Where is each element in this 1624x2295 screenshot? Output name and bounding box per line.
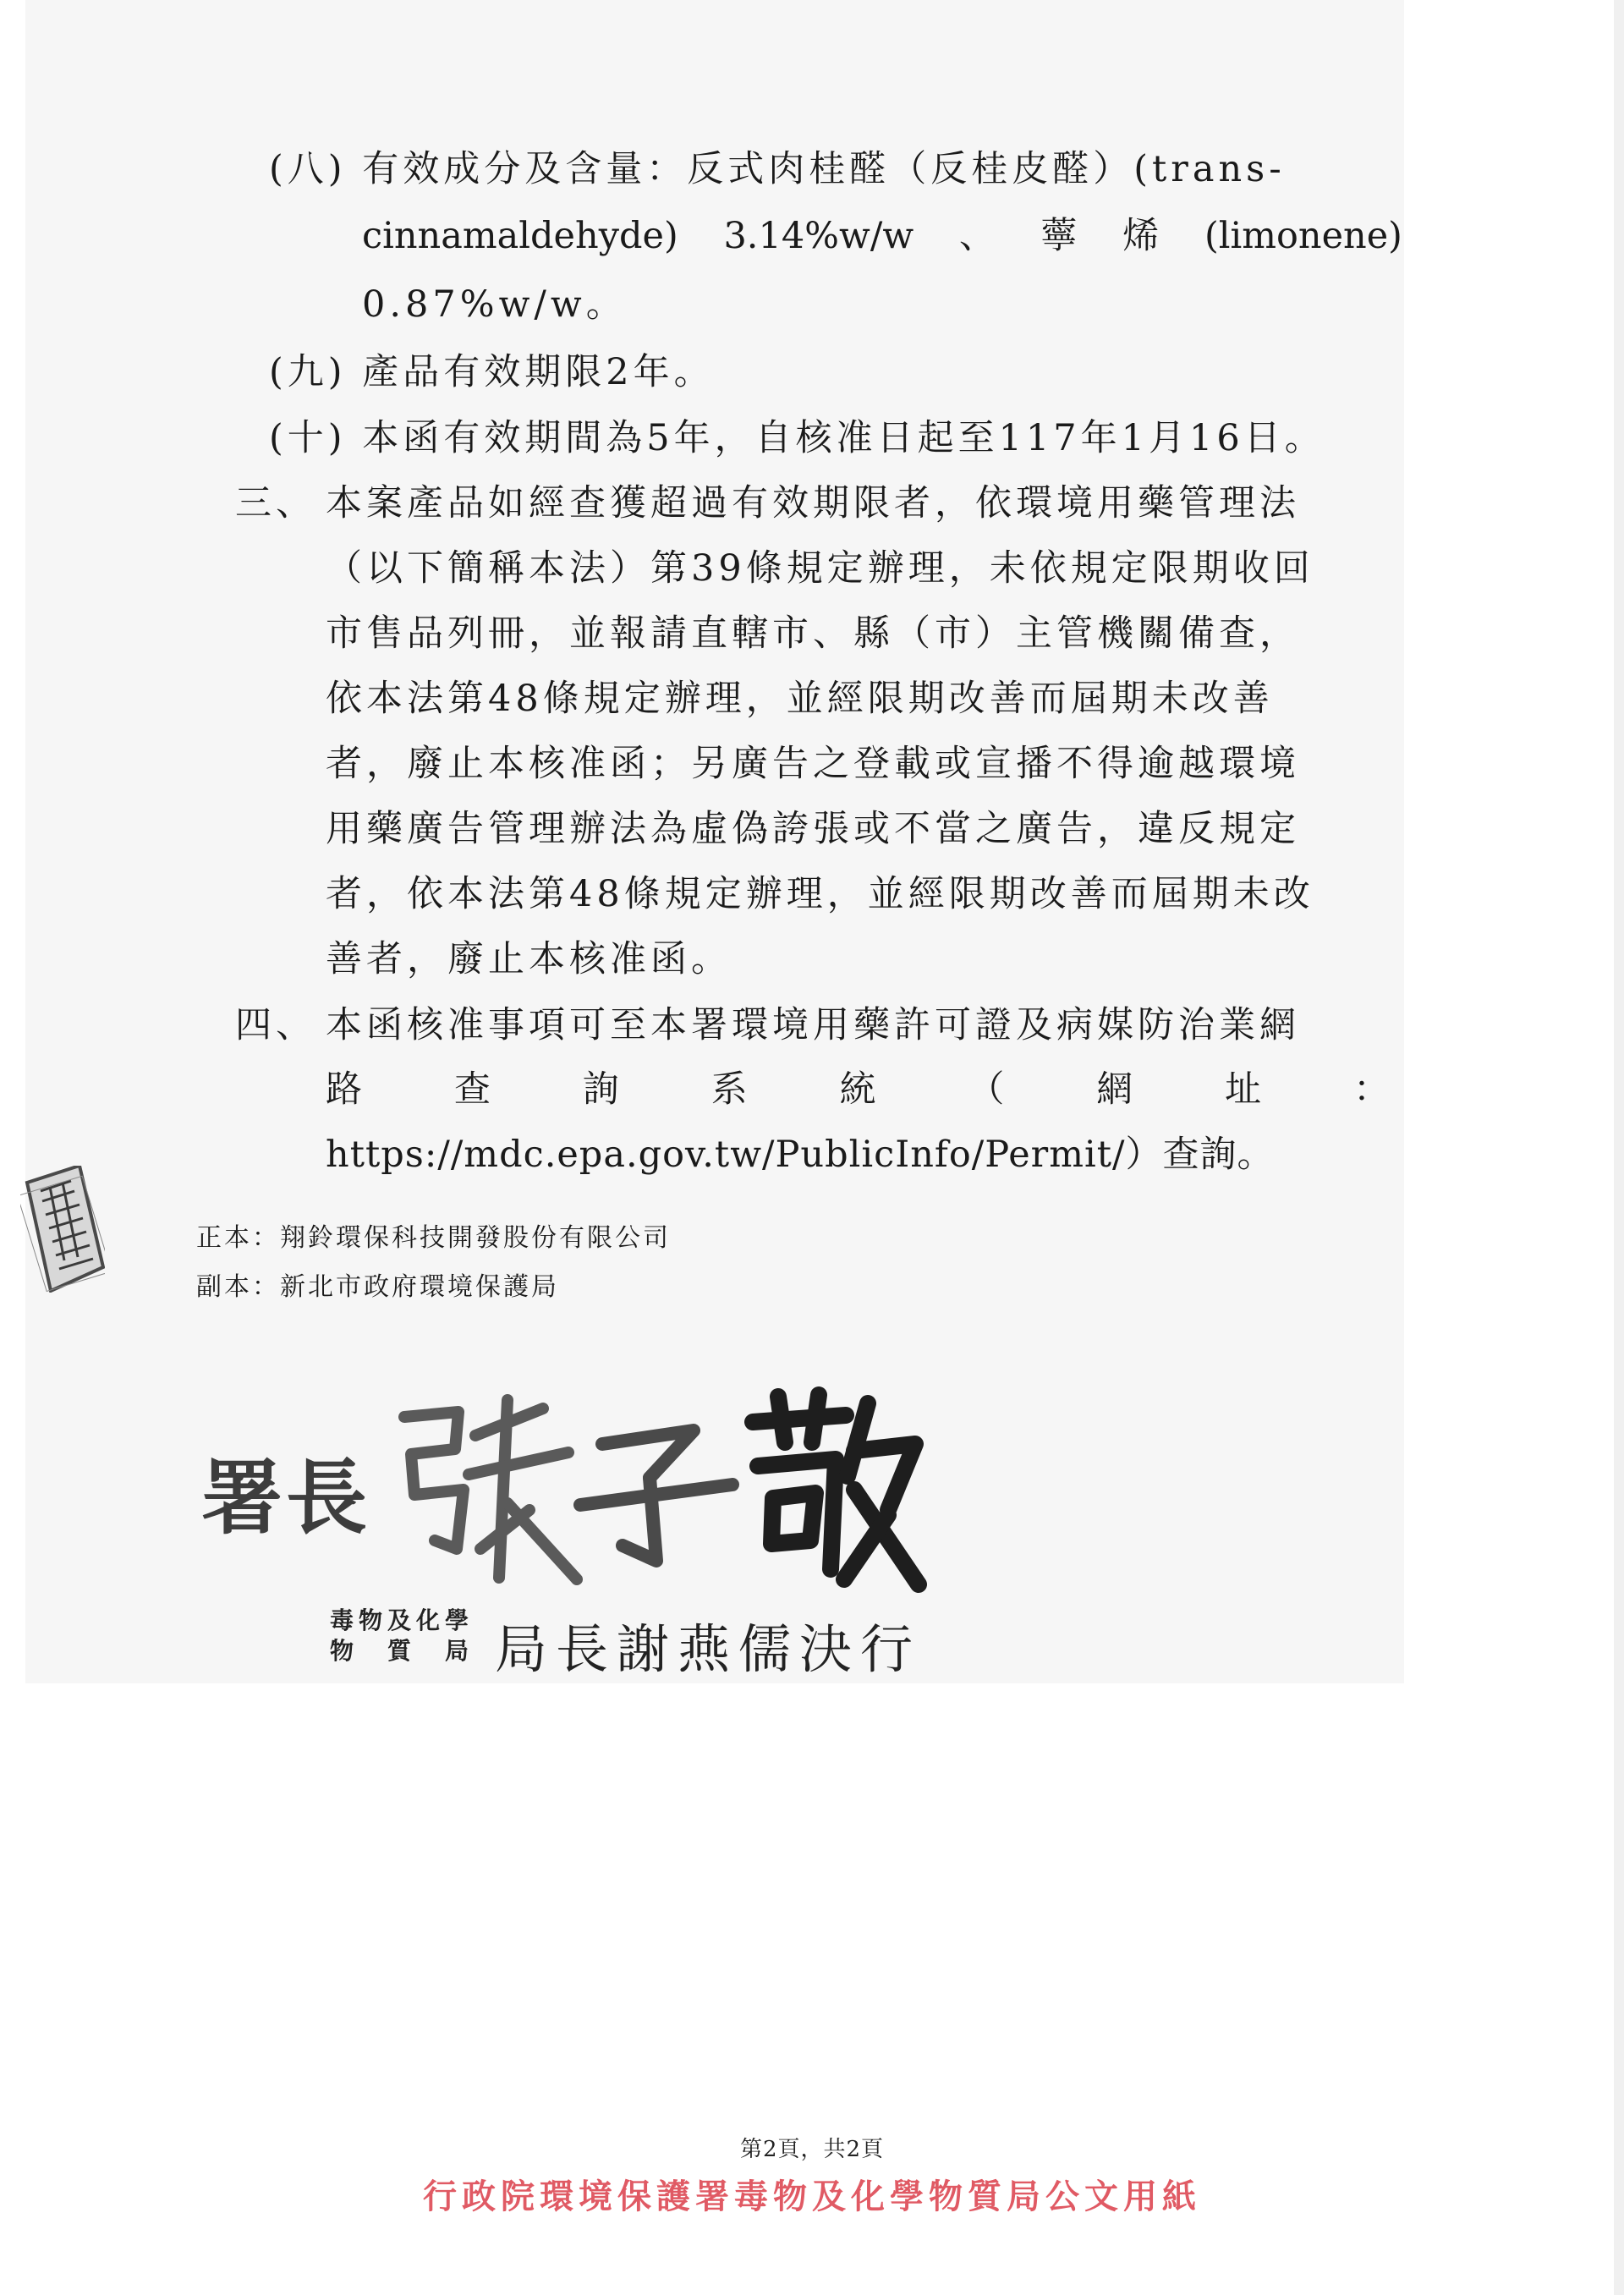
- section4-char: 網: [1096, 1068, 1133, 1111]
- section4-char: 系: [710, 1068, 748, 1111]
- section3-line: 市售品列冊，並報請直轄市、縣（市）主管機關備查，: [326, 612, 1300, 655]
- item8-word: 薴: [1040, 215, 1078, 257]
- item8-line1: [269, 144, 1286, 195]
- section3-line: 者，廢止本核准函；另廣告之登載或宣播不得逾越環境: [326, 743, 1300, 785]
- agency-name-small: [330, 1606, 474, 1666]
- item10: [269, 413, 1325, 464]
- item8-word: 烯: [1122, 215, 1160, 257]
- section4-label: 四、: [235, 1004, 316, 1046]
- item9-label: (九): [269, 351, 347, 393]
- section3-label: 三、: [235, 482, 316, 524]
- section4-line3: https://mdc.epa.gov.tw/PublicInfo/Permit/）查詢。: [326, 1134, 1275, 1176]
- section4-char: 址: [1225, 1068, 1262, 1111]
- section3-line: 本案產品如經查獲超過有效期限者，依環境用藥管理法: [326, 482, 1300, 524]
- item8-text-line1: 有效成分及含量：反式肉桂醛（反桂皮醛）(trans-: [362, 148, 1286, 190]
- section4-char: 統: [839, 1068, 876, 1111]
- director-signature: [381, 1383, 930, 1595]
- agency-char: 局: [444, 1637, 474, 1665]
- section4-line1: 本函核准事項可至本署環境用藥許可證及病媒防治業網: [326, 1004, 1300, 1046]
- section4-char: ：: [1353, 1068, 1390, 1111]
- page-number: 第2頁，共2頁: [739, 2137, 885, 2162]
- item8-label: (八): [269, 148, 347, 190]
- agency-line2: [330, 1636, 474, 1666]
- section4-char: 詢: [582, 1068, 619, 1111]
- item8-word: cinnamaldehyde): [362, 215, 678, 257]
- agency-char: 物: [330, 1637, 359, 1665]
- item8-line3: 0.87%w/w。: [362, 283, 627, 326]
- section3-line: 用藥廣告管理辦法為虛偽誇張或不當之廣告，違反規定: [326, 808, 1300, 850]
- section4-line2: [326, 1064, 1390, 1115]
- section4-char: 路: [326, 1068, 362, 1111]
- section3-line: （以下簡稱本法）第39條規定辦理，未依規定限期收回: [326, 547, 1314, 590]
- section3-line: 依本法第48條規定辦理，並經限期改善而屆期未改善: [326, 678, 1274, 720]
- item9-text: 產品有效期限2年。: [362, 351, 715, 393]
- section3-line: 善者，廢止本核准函。: [326, 938, 732, 980]
- item8-word: (limonene): [1204, 215, 1402, 257]
- item8-word: 3.14%w/w: [723, 215, 914, 257]
- section4-char: 查: [453, 1068, 491, 1111]
- item8-word: 、: [958, 215, 996, 257]
- copy-recipient: 副本：新北市政府環境保護局: [196, 1272, 559, 1302]
- agency-char: 質: [387, 1637, 416, 1665]
- item10-text: 本函有效期間為5年，自核准日起至117年1月16日。: [362, 417, 1325, 459]
- item10-label: (十): [269, 417, 347, 459]
- section4-char: （: [968, 1068, 1005, 1111]
- letterhead-footer: 行政院環境保護署毒物及化學物質局公文用紙: [423, 2177, 1201, 2216]
- item9: [269, 347, 715, 398]
- original-recipient: 正本：翔鈴環保科技開發股份有限公司: [196, 1223, 671, 1253]
- section3-line: 者，依本法第48條規定辦理，並經限期改善而屆期未改: [326, 873, 1314, 915]
- bureau-chief-approval: 局長謝燕儒決行: [495, 1618, 922, 1680]
- seal-stamp-icon: [20, 1166, 105, 1293]
- item8-line2: [362, 211, 1402, 261]
- director-title: 署長: [201, 1450, 370, 1546]
- agency-line1: 毒物及化學: [330, 1606, 475, 1634]
